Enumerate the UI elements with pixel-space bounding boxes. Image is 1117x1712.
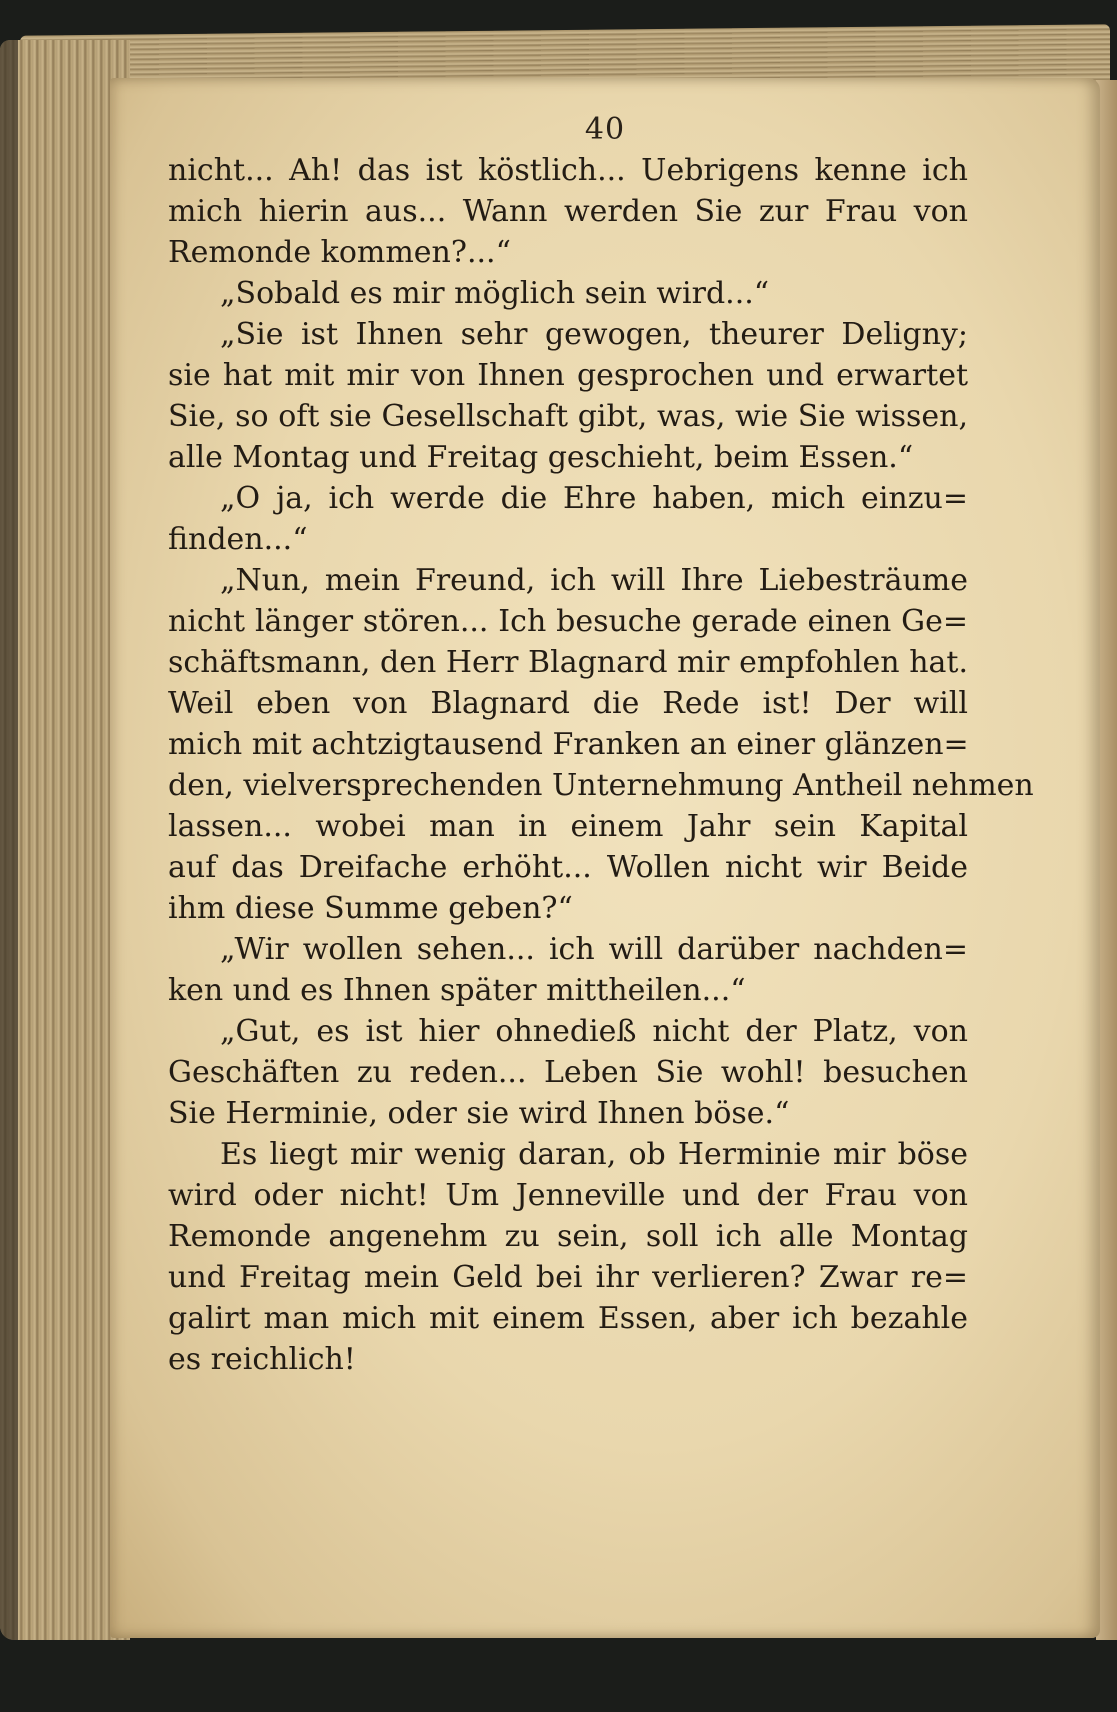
text-line: wird oder nicht! Um Jenneville und der Frau von (168, 1178, 968, 1213)
text-line: nicht länger stören... Ich besuche gerade einen Ge= (168, 604, 968, 639)
text-line: „O ja, ich werde die Ehre haben, mich einzu= (220, 481, 968, 516)
text-line: Sie Herminie, oder sie wird Ihnen böse.“ (168, 1096, 790, 1131)
text-line: Remonde kommen?...“ (168, 235, 511, 270)
text-line: alle Montag und Freitag geschieht, beim Essen.“ (168, 440, 914, 475)
text-line: lassen... wobei man in einem Jahr sein Kapital (168, 809, 968, 844)
text-line: nicht... Ah! das ist köstlich... Uebrigens kenne ich (168, 153, 968, 188)
text-line: Es liegt mir wenig daran, ob Herminie mir böse (220, 1137, 968, 1172)
text-line: „Nun, mein Freund, ich will Ihre Liebesträume (220, 563, 968, 598)
body-text (168, 150, 1034, 1380)
text-line: Remonde angenehm zu sein, soll ich alle Montag (168, 1219, 968, 1254)
text-line: „Wir wollen sehen... ich will darüber nachden= (220, 932, 968, 967)
text-line: und Freitag mein Geld bei ihr verlieren? Zwar re= (168, 1260, 968, 1295)
text-line: „Sobald es mir möglich sein wird...“ (220, 276, 770, 311)
text-line: „Gut, es ist hier ohnedieß nicht der Platz, von (220, 1014, 968, 1049)
text-line: finden...“ (168, 522, 308, 557)
text-line: galirt man mich mit einem Essen, aber ich bezahle (168, 1301, 968, 1336)
text-line: den, vielversprechenden Unternehmung Antheil nehmen (168, 768, 1034, 803)
text-line: Geschäften zu reden... Leben Sie wohl! besuchen (168, 1055, 968, 1090)
text-line: auf das Dreifache erhöht... Wollen nicht wir Beide (168, 850, 968, 885)
text-line: schäftsmann, den Herr Blagnard mir empfohlen hat. (168, 645, 968, 680)
text-line: ihm diese Summe geben?“ (168, 891, 573, 926)
text-line: mich mit achtzigtausend Franken an einer glänzen= (168, 727, 969, 762)
text-line: Sie, so oft sie Gesellschaft gibt, was, wie Sie wissen, (168, 399, 968, 434)
text-line: sie hat mit mir von Ihnen gesprochen und erwartet (168, 358, 968, 393)
text-line: ken und es Ihnen später mittheilen...“ (168, 973, 746, 1008)
text-line: Weil eben von Blagnard die Rede ist! Der will (168, 686, 968, 721)
text-line: mich hierin aus... Wann werden Sie zur Frau von (168, 194, 968, 229)
binding-shadow (0, 40, 18, 1640)
page-number: 40 (584, 112, 626, 147)
text-line: „Sie ist Ihnen sehr gewogen, theurer Deligny; (220, 317, 968, 352)
text-line: es reichlich! (168, 1342, 356, 1377)
